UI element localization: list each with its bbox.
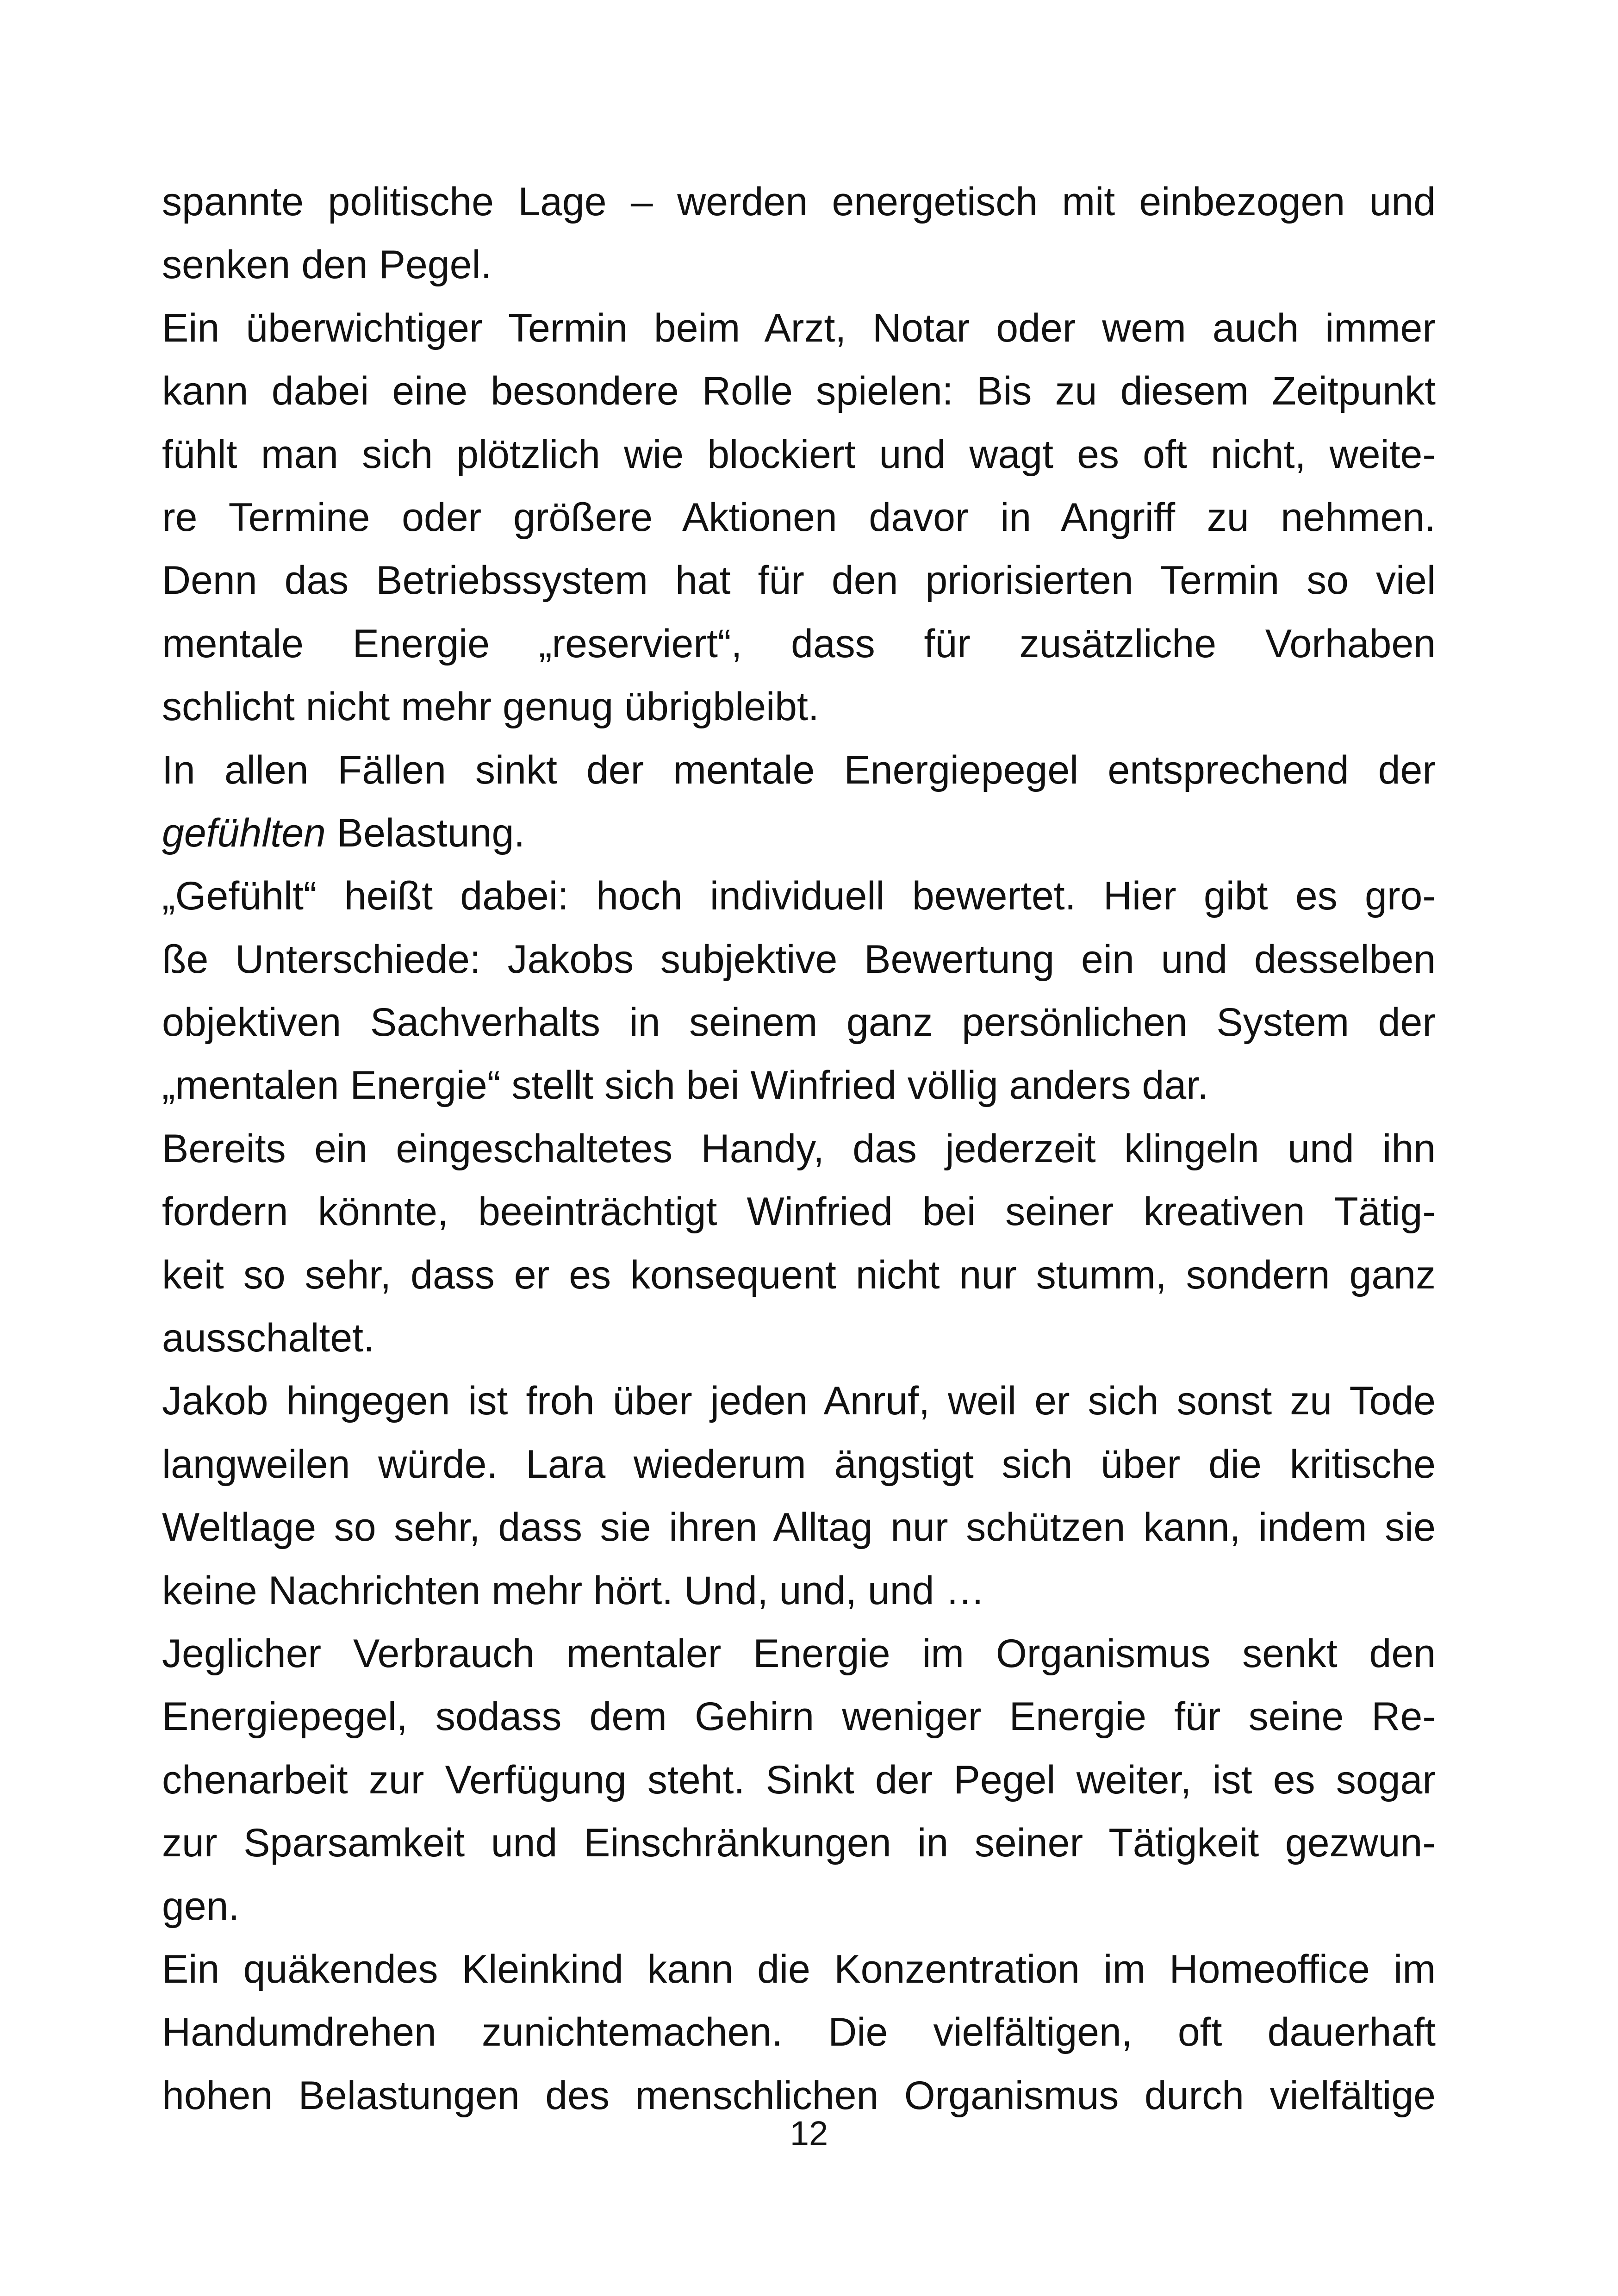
text-line: Denn das Betriebssystem hat für den priorisierten Termin so viel (162, 558, 1436, 603)
text-line: ausschaltet. (162, 1316, 374, 1361)
text-line: mentale Energie „reserviert“, dass für zusätzliche Vorhaben (162, 621, 1436, 666)
text-line: Jeglicher Verbrauch mentaler Energie im Organismus senkt den (162, 1631, 1436, 1676)
text-line: langweilen würde. Lara wiederum ängstigt sich über die kritische (162, 1442, 1436, 1487)
text-line: Ein überwichtiger Termin beim Arzt, Notar oder wem auch immer (162, 305, 1436, 350)
text-line: Jakob hingegen ist froh über jeden Anruf, weil er sich sonst zu Tode (162, 1379, 1436, 1424)
text-line: „Gefühlt“ heißt dabei: hoch individuell bewertet. Hier gibt es gro- (162, 874, 1436, 919)
text-line: gen. (162, 1884, 240, 1929)
page-number: 12 (790, 2114, 828, 2153)
text-line: „mentalen Energie“ stellt sich bei Winfried völlig anders dar. (162, 1063, 1208, 1108)
text-line: fordern könnte, beeinträchtigt Winfried bei seiner kreativen Tätig- (162, 1189, 1436, 1234)
text-line: keine Nachrichten mehr hört. Und, und, und … (162, 1568, 985, 1613)
text-line: hohen Belastungen des menschlichen Organismus durch vielfältige (162, 2073, 1436, 2118)
text-line: senken den Pegel. (162, 243, 492, 287)
text-line: keit so sehr, dass er es konsequent nicht nur stumm, sondern ganz (162, 1252, 1436, 1297)
line-text: Belastung. (325, 810, 525, 855)
text-line: In allen Fällen sinkt der mentale Energiepegel entsprechend der (162, 747, 1436, 792)
text-line: fühlt man sich plötzlich wie blockiert und wagt es oft nicht, weite- (162, 432, 1436, 477)
text-line: chenarbeit zur Verfügung steht. Sinkt der Pegel weiter, ist es sogar (162, 1757, 1436, 1802)
text-line: zur Sparsamkeit und Einschränkungen in seiner Tätigkeit gezwun- (162, 1821, 1436, 1866)
text-line: ße Unterschiede: Jakobs subjektive Bewertung ein und desselben (162, 937, 1436, 982)
text-line: re Termine oder größere Aktionen davor in Angriff zu nehmen. (162, 495, 1436, 540)
text-line: objektiven Sachverhalts in seinem ganz persönlichen System der (162, 1000, 1436, 1045)
text-line (162, 802, 1436, 865)
text-line: schlicht nicht mehr genug übrigbleibt. (162, 684, 819, 729)
text-line: Energiepegel, sodass dem Gehirn weniger Energie für seine Re- (162, 1694, 1436, 1739)
page-body (162, 170, 1436, 2127)
text-line: Bereits ein eingeschaltetes Handy, das jederzeit klingeln und ihn (162, 1126, 1436, 1171)
text-line: spannte politische Lage – werden energetisch mit einbezogen und (162, 180, 1436, 224)
text-line: kann dabei eine besondere Rolle spielen: Bis zu diesem Zeitpunkt (162, 369, 1436, 414)
text-line: Handumdrehen zunichtemachen. Die vielfältigen, oft dauerhaft (162, 2010, 1436, 2055)
text-line: Ein quäkendes Kleinkind kann die Konzentration im Homeoffice im (162, 1947, 1436, 1991)
emphasis-text: gefühlten (162, 810, 326, 855)
text-line: Weltlage so sehr, dass sie ihren Alltag nur schützen kann, indem sie (162, 1505, 1436, 1550)
